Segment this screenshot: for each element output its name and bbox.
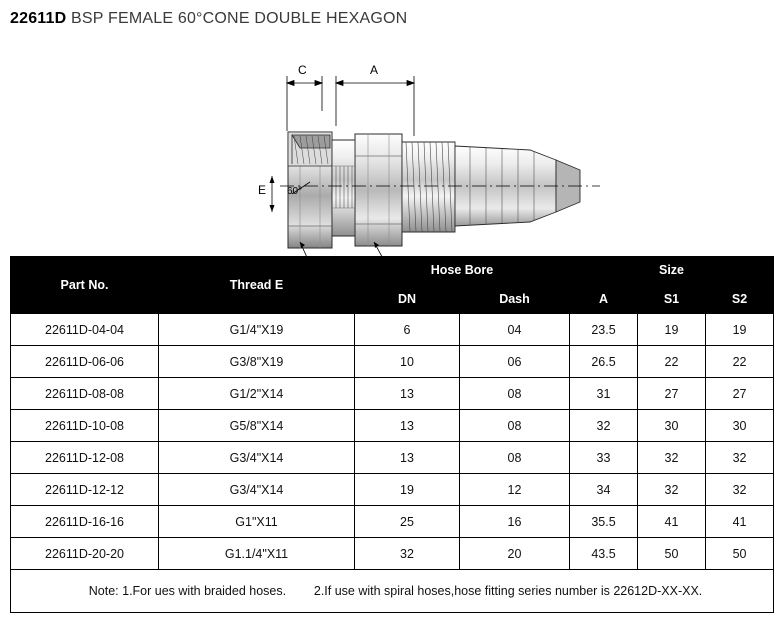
page-title-text: BSP FEMALE 60°CONE DOUBLE HEXAGON xyxy=(71,10,408,27)
cell-s1: 41 xyxy=(638,506,706,538)
spec-table-wrapper xyxy=(10,256,773,613)
cell-dash: 20 xyxy=(460,538,570,570)
table-row xyxy=(11,442,774,474)
part-series-code: 22611D xyxy=(10,10,67,27)
cell-a: 35.5 xyxy=(570,506,638,538)
cell-thread-e: G3/4"X14 xyxy=(159,442,355,474)
fitting-mid-section xyxy=(332,140,355,236)
cell-s2: 50 xyxy=(706,538,774,570)
cell-dn: 32 xyxy=(355,538,460,570)
column-header-s2: S2 xyxy=(706,284,774,314)
cell-s2: 19 xyxy=(706,314,774,346)
table-row xyxy=(11,410,774,442)
cone-seat-section xyxy=(288,132,332,166)
cell-s1: 27 xyxy=(638,378,706,410)
cell-part-no: 22611D-20-20 xyxy=(11,538,159,570)
column-header-part-no: Part No. xyxy=(11,257,159,314)
cell-dn: 13 xyxy=(355,442,460,474)
dimension-e xyxy=(270,176,275,212)
table-note-row xyxy=(11,570,774,613)
cell-dash: 08 xyxy=(460,410,570,442)
cell-dash: 06 xyxy=(460,346,570,378)
cell-s2: 32 xyxy=(706,474,774,506)
table-note-cell xyxy=(11,570,774,613)
cell-part-no: 22611D-12-12 xyxy=(11,474,159,506)
table-row xyxy=(11,474,774,506)
cell-part-no: 22611D-10-08 xyxy=(11,410,159,442)
cell-s1: 50 xyxy=(638,538,706,570)
cell-thread-e: G3/4"X14 xyxy=(159,474,355,506)
cell-part-no: 22611D-06-06 xyxy=(11,346,159,378)
table-head-row-1 xyxy=(11,257,774,284)
cell-dn: 25 xyxy=(355,506,460,538)
cell-part-no: 22611D-08-08 xyxy=(11,378,159,410)
table-row xyxy=(11,346,774,378)
cell-s1: 19 xyxy=(638,314,706,346)
cell-dash: 16 xyxy=(460,506,570,538)
cell-a: 33 xyxy=(570,442,638,474)
dimension-label-a: A xyxy=(370,63,379,77)
cell-dn: 13 xyxy=(355,378,460,410)
table-row xyxy=(11,538,774,570)
column-header-dn: DN xyxy=(355,284,460,314)
dimension-label-c: C xyxy=(298,63,307,77)
cell-dash: 12 xyxy=(460,474,570,506)
cell-dn: 19 xyxy=(355,474,460,506)
cell-thread-e: G5/8"X14 xyxy=(159,410,355,442)
cell-thread-e: G3/8"X19 xyxy=(159,346,355,378)
cell-dn: 13 xyxy=(355,410,460,442)
cell-dash: 08 xyxy=(460,442,570,474)
cell-a: 23.5 xyxy=(570,314,638,346)
cell-s2: 41 xyxy=(706,506,774,538)
cell-dn: 10 xyxy=(355,346,460,378)
cell-s2: 22 xyxy=(706,346,774,378)
column-group-hose-bore: Hose Bore xyxy=(355,257,570,284)
dimension-a xyxy=(336,76,414,136)
table-body xyxy=(11,314,774,613)
cell-s1: 22 xyxy=(638,346,706,378)
page-title xyxy=(10,10,407,28)
cell-s2: 27 xyxy=(706,378,774,410)
cell-s1: 30 xyxy=(638,410,706,442)
dimension-label-e: E xyxy=(258,183,267,197)
cell-a: 43.5 xyxy=(570,538,638,570)
column-header-thread-e: Thread E xyxy=(159,257,355,314)
cell-a: 31 xyxy=(570,378,638,410)
technical-drawing xyxy=(0,36,783,248)
cell-s2: 30 xyxy=(706,410,774,442)
cell-dn: 6 xyxy=(355,314,460,346)
cell-part-no: 22611D-16-16 xyxy=(11,506,159,538)
hose-tail xyxy=(402,142,580,232)
cell-part-no: 22611D-12-08 xyxy=(11,442,159,474)
column-header-dash: Dash xyxy=(460,284,570,314)
column-header-a: A xyxy=(570,284,638,314)
cell-thread-e: G1/4"X19 xyxy=(159,314,355,346)
table-head xyxy=(11,257,774,314)
column-header-s1: S1 xyxy=(638,284,706,314)
dimension-c xyxy=(287,76,322,131)
cell-dash: 04 xyxy=(460,314,570,346)
cell-part-no: 22611D-04-04 xyxy=(11,314,159,346)
spec-table xyxy=(10,256,774,613)
table-row xyxy=(11,506,774,538)
cell-s1: 32 xyxy=(638,474,706,506)
cell-a: 32 xyxy=(570,410,638,442)
cell-dash: 08 xyxy=(460,378,570,410)
column-group-size: Size xyxy=(570,257,774,284)
angle-label-60: 60° xyxy=(287,186,303,197)
cell-s2: 32 xyxy=(706,442,774,474)
table-row xyxy=(11,314,774,346)
cell-thread-e: G1"X11 xyxy=(159,506,355,538)
cell-thread-e: G1/2"X14 xyxy=(159,378,355,410)
cell-s1: 32 xyxy=(638,442,706,474)
table-note-text: Note: 1.For ues with braided hoses. 2.If use with spiral hoses,hose fitting series number is 22612D-XX-XX. xyxy=(88,584,703,598)
cell-a: 34 xyxy=(570,474,638,506)
cell-thread-e: G1.1/4"X11 xyxy=(159,538,355,570)
cell-a: 26.5 xyxy=(570,346,638,378)
table-row xyxy=(11,378,774,410)
hex-body-s1 xyxy=(355,134,402,246)
